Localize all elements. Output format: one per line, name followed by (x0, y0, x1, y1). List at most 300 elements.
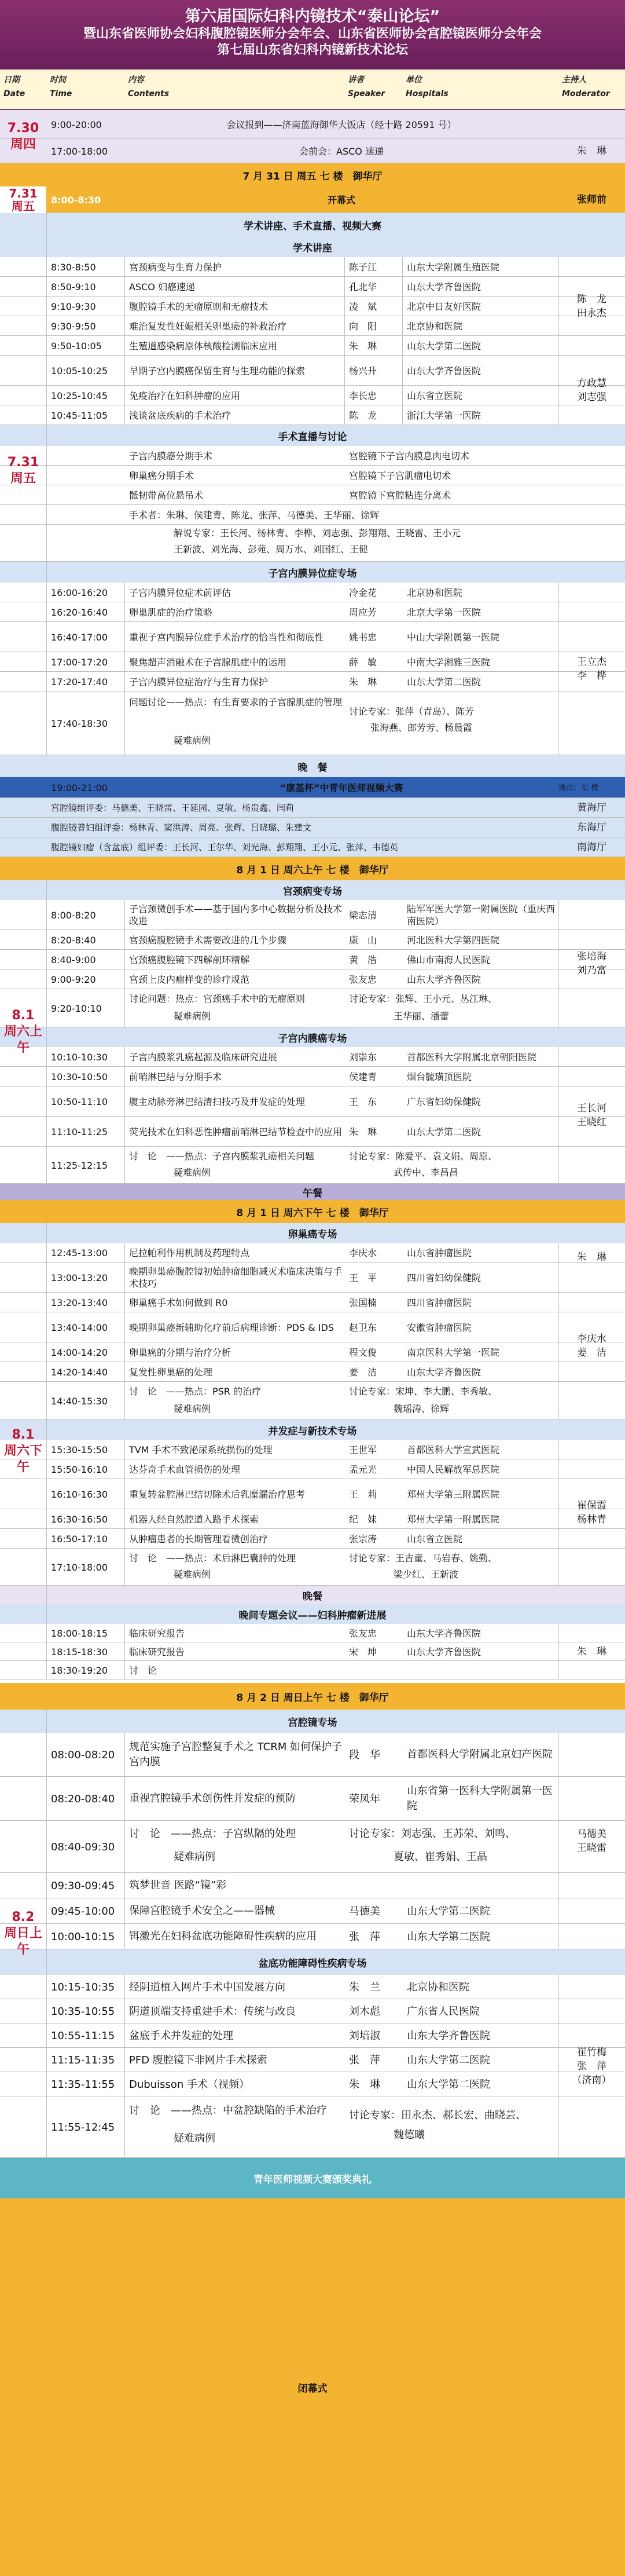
speaker-cell: 朱 琳 (349, 676, 377, 687)
speaker-cell: 杨兴升 (349, 365, 377, 376)
unit-cell: 四川省妇幼保健院 (407, 1272, 481, 1283)
speaker-cell: 王 东 (349, 1096, 377, 1107)
unit-cell: 佛山市南海人民医院 (407, 954, 491, 965)
speaker-cell: 向 阳 (349, 320, 377, 332)
time-cell: 9:10-9:30 (51, 301, 96, 312)
content-cell: 会前会：ASCO 速递 (299, 145, 384, 157)
time-cell: 08:40-09:30 (51, 1840, 115, 1853)
content-cell: 聚焦超声消融术在子宫腺肌症中的运用 (129, 656, 287, 668)
date-8-1-am (0, 880, 46, 1184)
column-unit (406, 73, 448, 101)
time-cell: 16:50-17:10 (51, 1533, 108, 1545)
time-cell: 17:40-18:30 (51, 718, 108, 729)
time-cell: 9:50-10:05 (51, 340, 102, 352)
time-cell: 18:15-18:30 (51, 1646, 108, 1657)
content-cell: 盆底手术并发症的处理 (129, 2029, 233, 2042)
unit-cell: 首都医科大学宣武医院 (407, 1444, 500, 1455)
content-cell: 规范实施子宫腔整复手术之 TCRM 如何保护子宫内膜 (129, 1741, 342, 1768)
live-surgery-cell: 宫腔镜下宫腔粘连分离术 (349, 489, 451, 501)
discussion-topic: 讨 论 ——热点：PSR 的治疗 (129, 1386, 262, 1397)
column-divider (558, 1243, 559, 1420)
section-title: 子宫内膜癌专场 (0, 1027, 625, 1047)
speaker-cell: 李长忠 (349, 390, 377, 401)
discussion-topic: 讨 论 ——热点：子宫纵隔的处理 (129, 1828, 296, 1840)
time-cell: 10:50-11:10 (51, 1096, 108, 1107)
content-cell: 开幕式 (327, 194, 355, 206)
unit-cell: 山东大学附属生殖医院 (407, 261, 500, 273)
unit-cell: 山东大学齐鲁医院 (407, 2029, 490, 2042)
column-date-en: Date (3, 89, 25, 98)
discussion-experts: 武传中、李昌昌 (394, 1167, 459, 1178)
unit-cell: 首都医科大学附属北京妇产医院 (407, 1748, 553, 1761)
time-cell: 10:30-10:50 (51, 1071, 108, 1082)
moderator: 朱 琳 (577, 145, 606, 157)
speaker-cell: 荣凤年 (349, 1792, 380, 1805)
discussion-topic: 讨 论 ——热点：中盆腔缺陷的手术治疗 (129, 2105, 327, 2117)
live-surgery-cell: 骶韧带高位悬吊术 (129, 489, 204, 501)
contest-room: 黄海厅 (577, 802, 606, 814)
time-cell: 8:30-8:50 (51, 261, 96, 273)
discussion-topic: 讨 论 ——热点：术后淋巴囊肿的处理 (129, 1553, 296, 1564)
content-cell: 机器人经自然腔道入路手术探索 (129, 1513, 259, 1525)
commentator-list: 王新波、刘光海、彭苑、周万水、刘国红、王健 (174, 544, 369, 555)
speaker-cell: 宋 坤 (349, 1646, 377, 1657)
section-title: 学术讲座、手术直播、视频大赛 (0, 213, 625, 236)
content-cell: 临床研究报告 (129, 1627, 185, 1639)
unit-cell: 山东大学齐鲁医院 (407, 1627, 481, 1639)
discussion-experts: 讨论专家：陈爱平、袁文娟、周原、 (349, 1151, 498, 1162)
page-header (0, 0, 625, 69)
column-divider (124, 1047, 125, 1184)
content-cell: Dubuisson 手术（视频） (129, 2078, 250, 2091)
content-cell: 子宫内膜异位症治疗与生育力保护 (129, 676, 269, 687)
speaker-cell: 朱 琳 (349, 1126, 377, 1137)
time-cell: 8:00-8:30 (51, 194, 101, 206)
content-cell: 晚期卵巢癌新辅助化疗前后病理诊断：PDS & IDS (129, 1322, 334, 1333)
time-cell: 8:40-9:00 (51, 954, 96, 965)
content-cell: 卵巢癌的分期与治疗分析 (129, 1346, 231, 1358)
time-cell: 17:00-17:20 (51, 656, 108, 668)
surgeon-list: 手术者：朱琳、侯建青、陈龙、张萍、马德美、王华丽、徐辉 (129, 509, 380, 521)
moderator: 崔保霞 杨林青 (577, 1500, 606, 1525)
content-cell: 浅谈盆底疾病的手术治疗 (129, 409, 231, 421)
speaker-cell: 张 萍 (349, 2054, 380, 2066)
discussion-topic: 讨 论 ——热点：子宫内膜浆乳癌相关问题 (129, 1151, 315, 1162)
speaker-cell: 朱 琳 (349, 2078, 380, 2091)
time-cell: 16:40-17:00 (51, 631, 108, 643)
time-cell: 19:00-21:00 (51, 782, 108, 793)
date-number: 8.1 (12, 1428, 35, 1442)
time-cell: 10:10-10:30 (51, 1051, 108, 1063)
date-weekday: 周六下午 (3, 1444, 42, 1474)
moderator: 马德美 王晓雷 (577, 1828, 606, 1854)
time-cell: 10:15-10:35 (51, 1981, 115, 1993)
unit-cell: 北京大学第一医院 (407, 606, 481, 618)
unit-cell: 山东省肿瘤医院 (407, 1247, 472, 1258)
content-cell: 尼拉帕利作用机制及药理特点 (129, 1247, 250, 1258)
content-cell: 晚期卵巢癌腹腔镜初始肿瘤细胞减灭术临床决策与手术技巧 (129, 1266, 343, 1289)
column-content-cn: 内容 (128, 75, 144, 85)
column-mod (562, 73, 610, 101)
content-cell: 早期子宫内膜癌保留生育与生理功能的探索 (129, 365, 306, 376)
time-cell: 13:00-13:20 (51, 1272, 108, 1283)
column-mod-cn: 主持人 (562, 75, 586, 85)
content-cell: 子宫颈微创手术——基于国内多中心数据分析及技术改进 (129, 903, 343, 927)
speaker-cell: 张友忠 (349, 974, 377, 985)
date-number: 7.31 (9, 186, 38, 200)
content-cell: 子宫内膜浆乳癌起源及临床研究进展 (129, 1051, 278, 1063)
column-header (0, 69, 625, 110)
discussion-case: 疑难病例 (174, 1403, 211, 1414)
unit-cell: 河北医科大学第四医院 (407, 934, 500, 946)
discussion-experts: 讨论专家：宋坤、李大鹏、李秀敏、 (349, 1386, 498, 1397)
date-number: 7.30 (7, 121, 39, 136)
column-divider (558, 900, 559, 1027)
speaker-cell: 孟元光 (349, 1463, 377, 1475)
speaker-cell: 赵卫东 (349, 1322, 377, 1333)
moderator: 王长河 王晓红 (577, 1103, 606, 1128)
section-title: 子宫内膜异位症专场 (0, 562, 625, 583)
time-cell: 15:30-15:50 (51, 1444, 108, 1455)
content-cell: 宫颈癌腹腔镜下四解剖环精解 (129, 954, 250, 965)
column-mod-en: Moderator (562, 89, 610, 98)
content-cell: 经阴道植入网片手术中国发展方向 (129, 1981, 285, 1993)
discussion-case: 疑难病例 (174, 2132, 215, 2145)
contest-room: 东海厅 (577, 822, 606, 833)
column-speaker-cn: 讲者 (348, 75, 364, 85)
speaker-cell: 侯建青 (349, 1071, 377, 1082)
moderator: 陈 龙 田永杰 (577, 294, 606, 319)
column-divider (124, 1624, 125, 1679)
date-number: 8.2 (12, 1910, 35, 1924)
content-cell: 前哨淋巴结与分期手术 (129, 1071, 222, 1082)
speaker-cell (349, 1873, 400, 1898)
speaker-cell: 朱 兰 (349, 1981, 380, 1993)
speaker-cell (349, 1661, 400, 1679)
header-title1: 第六届国际妇科内镜技术“泰山论坛” (185, 8, 440, 25)
time-cell: 10:45-11:05 (51, 409, 108, 421)
speaker-cell: 孔北华 (349, 281, 377, 292)
speaker-cell: 朱 琳 (349, 340, 377, 352)
date-7-31 (0, 186, 46, 755)
column-unit-cn: 单位 (406, 75, 422, 85)
column-content-en: Contents (128, 89, 170, 98)
column-divider (344, 257, 345, 425)
column-speaker-en: Speaker (348, 89, 385, 98)
discussion-experts: 讨论专家：王吉童、马岩春、姚勤、 (349, 1553, 498, 1564)
column-divider (46, 1710, 47, 2158)
day-band-7-31: 7 月 31 日 周五 七 楼 御华厅 (0, 163, 625, 186)
column-speaker (348, 73, 385, 101)
column-divider (558, 1975, 559, 2158)
content-cell: 重视宫腔镜手术创伤性并发症的预防 (129, 1792, 296, 1805)
discussion-experts: 魏瑶涛、徐辉 (394, 1403, 450, 1414)
section-title: 卵巢癌专场 (0, 1223, 625, 1243)
column-divider (46, 1223, 47, 1679)
speaker-cell: 张宗涛 (349, 1533, 377, 1545)
content-cell: 卵巢肌症的治疗策略 (129, 606, 213, 618)
unit-cell: 中国人民解放军总医院 (407, 1463, 500, 1475)
discussion-experts: 讨论专家：张萍（青岛）、陈芳 (349, 706, 475, 717)
time-cell: 11:55-12:45 (51, 2121, 115, 2134)
column-divider (558, 1047, 559, 1184)
column-divider (402, 257, 403, 425)
discussion-case: 疑难病例 (174, 1569, 211, 1580)
section-title: 学术讲座 (0, 236, 625, 257)
live-surgery-cell: 卵巢癌分期手术 (129, 470, 194, 481)
unit-cell: 郑州大学第一附属医院 (407, 1513, 500, 1525)
column-time-en: Time (50, 89, 72, 98)
discussion-topic: 问题讨论——热点：有生育要求的子宫腺肌症的管理 (129, 697, 343, 708)
time-cell: 10:25-10:45 (51, 390, 108, 401)
unit-cell: 北京中日友好医院 (407, 301, 481, 312)
header-title3: 第七届山东省妇科内镜新技术论坛 (216, 43, 408, 57)
unit-cell: 山东大学齐鲁医院 (407, 1366, 481, 1378)
live-surgery-cell: 子宫内膜癌分期手术 (129, 450, 213, 462)
column-divider (124, 257, 125, 425)
unit-cell: 广东省人民医院 (407, 2005, 480, 2018)
speaker-cell: 马德美 (349, 1905, 380, 1918)
speaker-cell: 姜 洁 (349, 1366, 377, 1378)
speaker-cell: 黄 浩 (349, 954, 377, 965)
column-date (3, 73, 25, 101)
date-8-1-pm (0, 1223, 46, 1679)
discussion-case: 疑难病例 (174, 735, 211, 746)
time-cell: 08:00-08:20 (51, 1748, 115, 1761)
unit-cell: 郑州大学第三附属医院 (407, 1488, 500, 1500)
time-cell: 18:30-19:20 (51, 1664, 108, 1676)
time-cell: 15:50-16:10 (51, 1463, 108, 1475)
discussion-experts: 梁少红、王新波 (394, 1569, 459, 1580)
discussion-case: 疑难病例 (174, 1851, 215, 1863)
speaker-cell: 张国楠 (349, 1297, 377, 1308)
date-8-2 (0, 1710, 46, 2158)
content-cell: 重视子宫内膜异位症手术治疗的恰当性和彻底性 (129, 631, 324, 643)
time-cell: 8:50-9:10 (51, 281, 96, 292)
commentator-list: 解说专家：王长河、杨林青、李桦、刘志强、彭翔翔、王晓雷、王小元 (174, 528, 461, 539)
speaker-cell: 刘崇东 (349, 1051, 377, 1063)
moderator: 张师前 (577, 194, 606, 206)
unit-cell: 山东大学第二医院 (407, 2078, 490, 2091)
section-title: 晚餐 (0, 1586, 625, 1604)
column-content (128, 73, 169, 101)
section-title: 宫颈病变专场 (0, 880, 625, 900)
content-cell: 腹主动脉旁淋巴结清扫技巧及并发症的处理 (129, 1096, 306, 1107)
speaker-cell: 王 平 (349, 1272, 377, 1283)
time-cell: 11:35-11:55 (51, 2078, 115, 2091)
discussion-topic: 讨论问题：热点：宫颈癌手术中的无瘤原则 (129, 993, 306, 1004)
discussion-case: 疑难病例 (174, 1011, 211, 1022)
judge-list: 腹腔镜普妇组评委：杨林青、窦洪涛、周亮、张辉、吕晓璐、朱建文 (51, 822, 312, 833)
column-divider (124, 900, 125, 1027)
content-cell: 从肿瘤患者的长期管理看微创治疗 (129, 1533, 269, 1545)
time-cell: 11:25-12:15 (51, 1159, 108, 1171)
moderator: 崔竹梅 张 萍 （济南） (572, 2047, 612, 2086)
column-divider (46, 880, 47, 1184)
date-weekday: 周五 (12, 199, 35, 213)
content-cell: 免疫治疗在妇科肿瘤的应用 (129, 390, 241, 401)
column-divider (46, 213, 47, 755)
content-cell: 卵巢癌手术如何做到 R0 (129, 1297, 228, 1308)
column-divider (558, 1440, 559, 1586)
column-divider (124, 1975, 125, 2158)
column-divider (124, 583, 125, 755)
time-cell: 16:00-16:20 (51, 587, 108, 598)
content-cell: 达芬奇手术血管损伤的处理 (129, 1463, 241, 1475)
content-cell: 复发性卵巢癌的处理 (129, 1366, 213, 1378)
section-title: 并发症与新技术专场 (0, 1420, 625, 1440)
time-cell: 10:55-11:15 (51, 2029, 115, 2042)
column-date-cn: 日期 (3, 75, 20, 85)
unit-cell: 广东省妇幼保健院 (407, 1096, 481, 1107)
section-title: 盆底功能障碍性疾病专场 (0, 1949, 625, 1975)
unit-cell: 北京协和医院 (407, 587, 463, 598)
speaker-cell: 梁志清 (349, 909, 377, 921)
content-cell: 宫颈癌腹腔镜手术需要改进的几个步骤 (129, 934, 287, 946)
unit-cell: 山东大学第二医院 (407, 676, 481, 687)
unit-cell (407, 1661, 556, 1679)
discussion-experts: 张海燕、郎芳芳、杨晨霞 (370, 722, 473, 733)
time-cell: 14:40-15:30 (51, 1395, 108, 1407)
day-band-8-1-pm: 8 月 1 日 周六下午 七 楼 御华厅 (0, 1200, 625, 1223)
content-cell: 讨 论 (129, 1664, 157, 1676)
award-ceremony: 青年医师视频大赛颁奖典礼 (0, 2158, 625, 2198)
unit-cell: 山东大学第二医院 (407, 2054, 490, 2066)
time-cell: 9:00-20:00 (51, 119, 102, 130)
time-cell: 10:00-10:15 (51, 1930, 115, 1943)
time-cell: 17:10-18:00 (51, 1561, 108, 1573)
speaker-cell: 段 华 (349, 1748, 380, 1761)
content-cell: 子宫内膜异位症术前评估 (129, 587, 231, 598)
time-cell: 14:00-14:20 (51, 1346, 108, 1358)
speaker-cell: 周应芳 (349, 606, 377, 618)
contest-title: “康基杯”中青年医师视频大赛 (280, 782, 403, 793)
content-cell: 腹腔镜手术的无瘤原则和无瘤技术 (129, 301, 269, 312)
moderator: 王立杰 李 桦 (577, 656, 606, 682)
discussion-experts: 夏敏、崔秀娟、王晶 (394, 1851, 487, 1863)
unit-cell: 山东大学齐鲁医院 (407, 365, 481, 376)
date-7-30 (0, 110, 46, 163)
content-cell: PFD 腹腔镜下非网片手术探索 (129, 2054, 267, 2066)
column-divider (124, 1243, 125, 1420)
content-cell: 重复转盆腔淋巴结切除术后乳糜漏治疗思考 (129, 1488, 306, 1500)
date-weekday: 周四 (10, 137, 36, 152)
time-cell: 8:00-8:20 (51, 909, 96, 921)
section-title: 晚间专题会议——妇科肿瘤新进展 (0, 1604, 625, 1624)
speaker-cell: 王世军 (349, 1444, 377, 1455)
speaker-cell: 王 莉 (349, 1488, 377, 1500)
column-time (50, 73, 72, 101)
column-divider (124, 1733, 125, 1949)
speaker-cell: 陈子江 (349, 261, 377, 273)
unit-cell: 南京医科大学第一医院 (407, 1346, 500, 1358)
speaker-cell: 冷金花 (349, 587, 377, 598)
time-cell: 9:20-10:10 (51, 1002, 102, 1014)
speaker-cell: 纪 妹 (349, 1513, 377, 1525)
time-cell: 17:00-18:00 (51, 145, 108, 157)
column-divider (124, 1440, 125, 1586)
unit-cell: 安徽省肿瘤医院 (407, 1322, 472, 1333)
unit-cell: 山东省第一医科大学附属第一医院 (407, 1785, 553, 1812)
time-cell: 11:15-11:35 (51, 2054, 115, 2066)
time-cell: 12:45-13:00 (51, 1247, 108, 1258)
discussion-experts: 讨论专家：刘志强、王苏荣、刘鸣、 (349, 1828, 516, 1840)
unit-cell: 山东大学齐鲁医院 (407, 1646, 481, 1657)
content-cell: 临床研究报告 (129, 1646, 185, 1657)
day-band-8-2: 8 月 2 日 周日上午 七 楼 御华厅 (0, 1683, 625, 1710)
time-cell: 10:05-10:25 (51, 365, 108, 376)
unit-cell: 中山大学附属第一医院 (407, 631, 500, 643)
judge-list: 腹腔镜妇瘤（含盆底）组评委：王长河、王尔华、刘光海、彭翔翔、王小元、张萍、韦德英 (51, 841, 399, 852)
unit-cell: 四川省肿瘤医院 (407, 1297, 472, 1308)
discussion-experts: 魏德曦 (394, 2129, 425, 2141)
speaker-cell: 姚书忠 (349, 631, 377, 643)
time-cell: 09:30-09:45 (51, 1879, 115, 1892)
speaker-cell: 刘木彪 (349, 2005, 380, 2018)
contest-location: 地点：七 楼 (558, 783, 599, 792)
column-divider (558, 583, 559, 755)
closing-ceremony: 闭幕式 (0, 2198, 625, 2576)
speaker-cell: 李庆水 (349, 1247, 377, 1258)
time-cell: 16:30-16:50 (51, 1513, 108, 1525)
content-cell: 宫颈病变与生育力保护 (129, 261, 222, 273)
speaker-cell: 程文俊 (349, 1346, 377, 1358)
content-cell: 难治复发性妊娠相关卵巢癌的补救治疗 (129, 320, 287, 332)
unit-cell: 山东省立医院 (407, 1533, 463, 1545)
speaker-cell: 陈 龙 (349, 409, 377, 421)
discussion-experts: 讨论专家：张辉、王小元、丛江琳、 (349, 993, 498, 1004)
unit-cell: 山东大学第二医院 (407, 340, 481, 352)
speaker-cell: 刘培淑 (349, 2029, 380, 2042)
content-cell: 会议报到——济南蓝海御华大饭店（经十路 20591 号） (226, 119, 457, 130)
column-time-cn: 时间 (50, 75, 66, 85)
moderator: 张培海 刘乃富 (577, 951, 606, 976)
section-title: 晚 餐 (0, 755, 625, 777)
content-cell: 生殖道感染病原体核酸检测临床应用 (129, 340, 278, 352)
time-cell: 9:00-9:20 (51, 974, 96, 985)
unit-cell: 中南大学湘雅三医院 (407, 656, 491, 668)
time-cell: 11:10-11:25 (51, 1126, 108, 1137)
speaker-cell: 张友忠 (349, 1627, 377, 1639)
discussion-case: 疑难病例 (174, 1167, 211, 1178)
unit-cell: 首都医科大学附属北京朝阳医院 (407, 1051, 537, 1063)
content-cell: 阴道顶端支持重建手术：传统与改良 (129, 2005, 296, 2018)
time-cell: 13:40-14:00 (51, 1322, 108, 1333)
discussion-experts: 讨论专家：田永杰、郝长宏、曲晓芸、 (349, 2109, 526, 2121)
unit-cell: 北京协和医院 (407, 1981, 469, 1993)
content-cell: 荧光技术在妇科恶性肿瘤前哨淋巴结节检查中的应用 (129, 1126, 343, 1137)
column-divider (558, 1733, 559, 1949)
content-cell: ASCO 妇癌速递 (129, 281, 195, 292)
time-cell: 8:20-8:40 (51, 934, 96, 946)
content-cell: 宫颈上皮内瘤样变的诊疗规范 (129, 974, 250, 985)
date-number: 7.31 (7, 455, 39, 470)
live-surgery-cell: 宫腔镜下子宫内膜息肉电切术 (349, 450, 470, 462)
date-weekday: 周五 (10, 471, 36, 486)
time-cell: 16:10-16:30 (51, 1488, 108, 1500)
column-unit-en: Hospitals (406, 89, 448, 98)
content-cell: 保障宫腔镜手术安全之——器械 (129, 1905, 275, 1917)
unit-cell: 浙江大学第一医院 (407, 409, 481, 421)
contest-room: 南海厅 (577, 841, 606, 853)
time-cell: 9:30-9:50 (51, 320, 96, 332)
judge-list: 宫腔镜组评委：马德美、王晓雷、王延园、夏敏、杨贵鑫、闫莉 (51, 802, 295, 813)
unit-cell (407, 1873, 556, 1898)
time-cell: 08:20-08:40 (51, 1792, 115, 1805)
time-cell: 09:45-10:00 (51, 1905, 115, 1918)
date-weekday: 周六上午 (3, 1024, 42, 1055)
unit-cell: 陆军军医大学第一附属医院（重庆西南医院） (407, 903, 556, 927)
